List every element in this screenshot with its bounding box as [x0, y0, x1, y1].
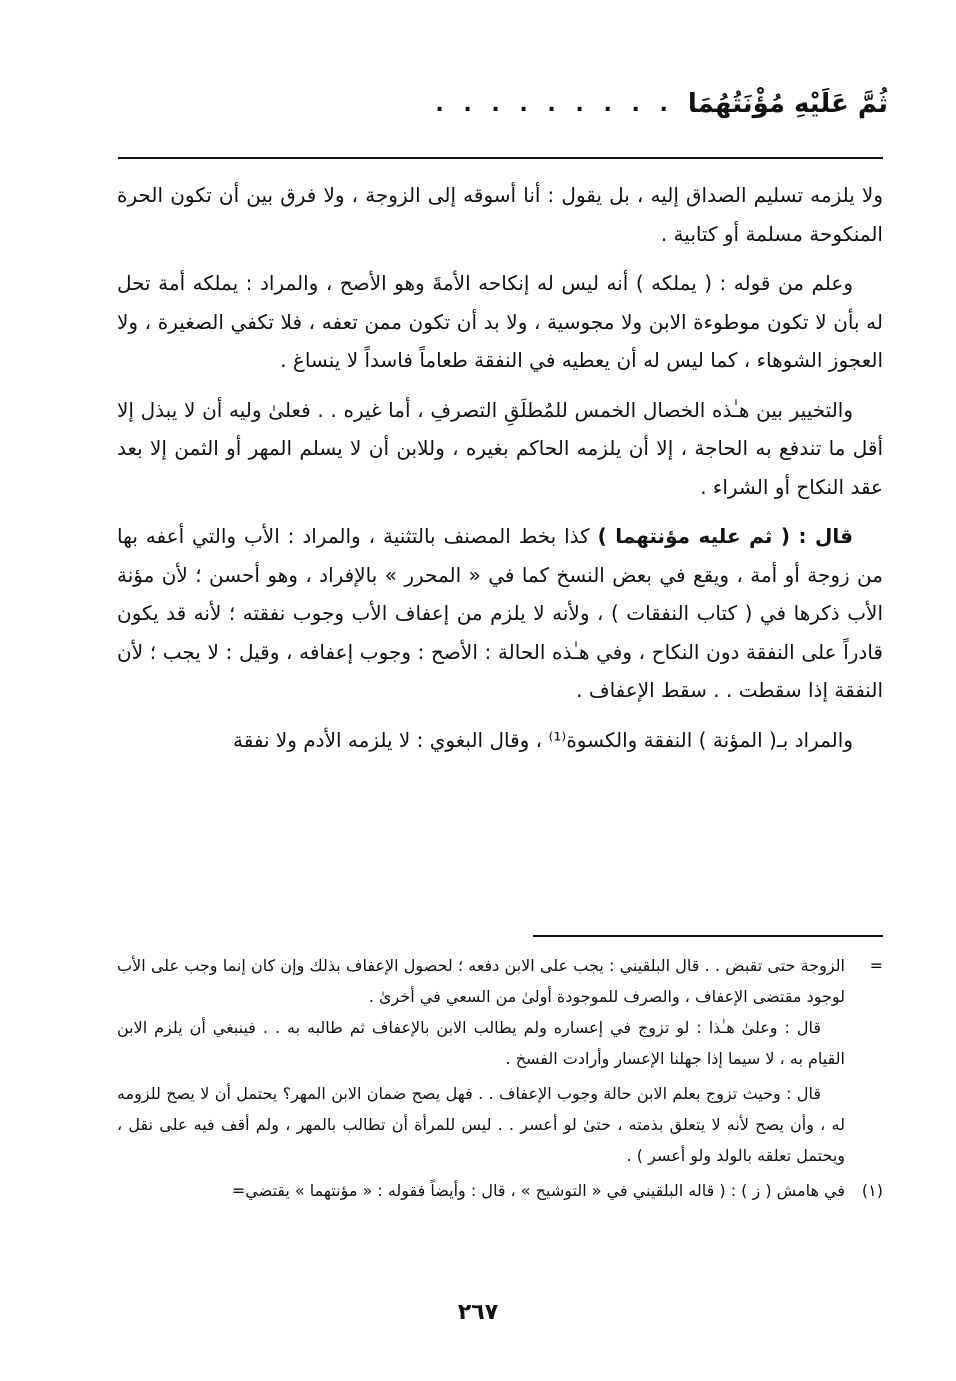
matn-quote: قال : ( ثم عليه مؤنتهما ) — [597, 524, 854, 548]
footnote-rule — [533, 935, 883, 937]
running-header — [118, 78, 888, 130]
footnote-paragraph-2: قال : وعلىٰ هـٰذا : لو تزوج في إعساره ولم يطالب الابن بالإعفاف ثم طالبه به . . فينبغي أن يلزم الابن القيام به ، لا سيما إذا جهلنا الإعسار وأرادت الفسخ . — [117, 1018, 845, 1068]
header-rule — [118, 157, 883, 159]
paragraph-5: والمراد بـ( المؤنة ) النفقة والكسوة⁽¹⁾ ، وقال البغوي : لا يلزمه الأدم ولا نفقة — [232, 727, 853, 752]
paragraph-3: والتخيير بين هـٰذه الخصال الخمس للمُطلَقِ التصرفِ ، أما غيره . . فعلىٰ وليه أن لا يبذل إلا أقل ما تندفع به الحاجة ، إلا أن يلزمه الحاكم بغيره ، وللابن أن لا يسلم المهر أو الثمن إلا بعد عقد النكاح أو الشراء . — [117, 397, 883, 499]
footnote-paragraph-3: قال : وحيث تزوج بعلم الابن حالة وجوب الإعفاف . . فهل يصح ضمان الابن المهر؟ يحتمل أن لا يصح للزومه له ، وأن يصح لأنه لا يتعلق بذمته ، حتىٰ لو أعسر . . ليس للمرأة أن تطالب بالمهر ، ولم أقف فيه على نقل ، ويحتمل تعلقه بالولد ولو أعسر ) . — [117, 1084, 845, 1165]
footnote-continuation — [117, 950, 883, 1012]
page-number: ٢٦٧ — [457, 1300, 499, 1325]
running-header-title: ثُمَّ عَلَيْهِ مُؤْنَتُهُمَا — [687, 89, 888, 119]
footnotes — [117, 950, 883, 1206]
footnote-1 — [117, 1175, 883, 1206]
footnote-continuation-text: الزوجة حتى تقبض . . قال البلقيني : يجب على الابن دفعه ؛ لحصول الإعفاف بذلك وإن كان إنما وجب على الأب لوجود مقتضى الإعفاف ، والصرف للموجودة أولىٰ من السعي في أخرىٰ . — [117, 956, 845, 1006]
footnote-1-number: (١) — [861, 1181, 883, 1200]
paragraph-1: ولا يلزمه تسليم الصداق إليه ، بل يقول : أنا أسوقه إلى الزوجة ، ولا فرق بين أن تكون الحرة المنكوحة مسلمة أو كتابية . — [117, 183, 883, 246]
footnote-1-text: في هامش ( ز ) : ( قاله البلقيني في « التوشيح » ، قال : وأيضاً فقوله : « مؤنتهما » يقتضي= — [231, 1181, 845, 1200]
paragraph-4 — [117, 517, 883, 710]
paragraph-2: وعلم من قوله : ( يملكه ) أنه ليس له إنكاحه الأمةَ وهو الأصح ، والمراد : يملكه أمة تحل له بأن لا تكون موطوءة الابن ولا مجوسية ، ولا بد أن تكون ممن تعفه ، فلا تكفي الصغيرة ، ولا العجوز الشوهاء ، كما ليس له أن يعطيه في النفقة طعاماً فاسداً لا ينساغ . — [117, 271, 883, 372]
running-header-dots: . . . . . . . . . — [435, 91, 674, 117]
continuation-mark: = — [869, 956, 883, 975]
commentary-text: كذا بخط المصنف بالتثنية ، والمراد : الأب والتي أعفه بها من زوجة أو أمة ، ويقع في بعض النسخ كما في « المحرر » بالإفراد ، وهو أحسن ؛ لأن مؤنة الأب ذكرها في ( كتاب النفقات ) ، ولأنه لا يلزم من إعفاف الأب وجوب نفقته ؛ لأنه قد يكون قادراً على النفقة دون النكاح ، وفي هـٰذه الحالة : الأصح : وجوب إعفافه ، وقيل : لا يجب ؛ لأن النفقة إذا سقطت . . سقط الإعفاف . — [117, 524, 883, 702]
main-text — [117, 176, 883, 770]
